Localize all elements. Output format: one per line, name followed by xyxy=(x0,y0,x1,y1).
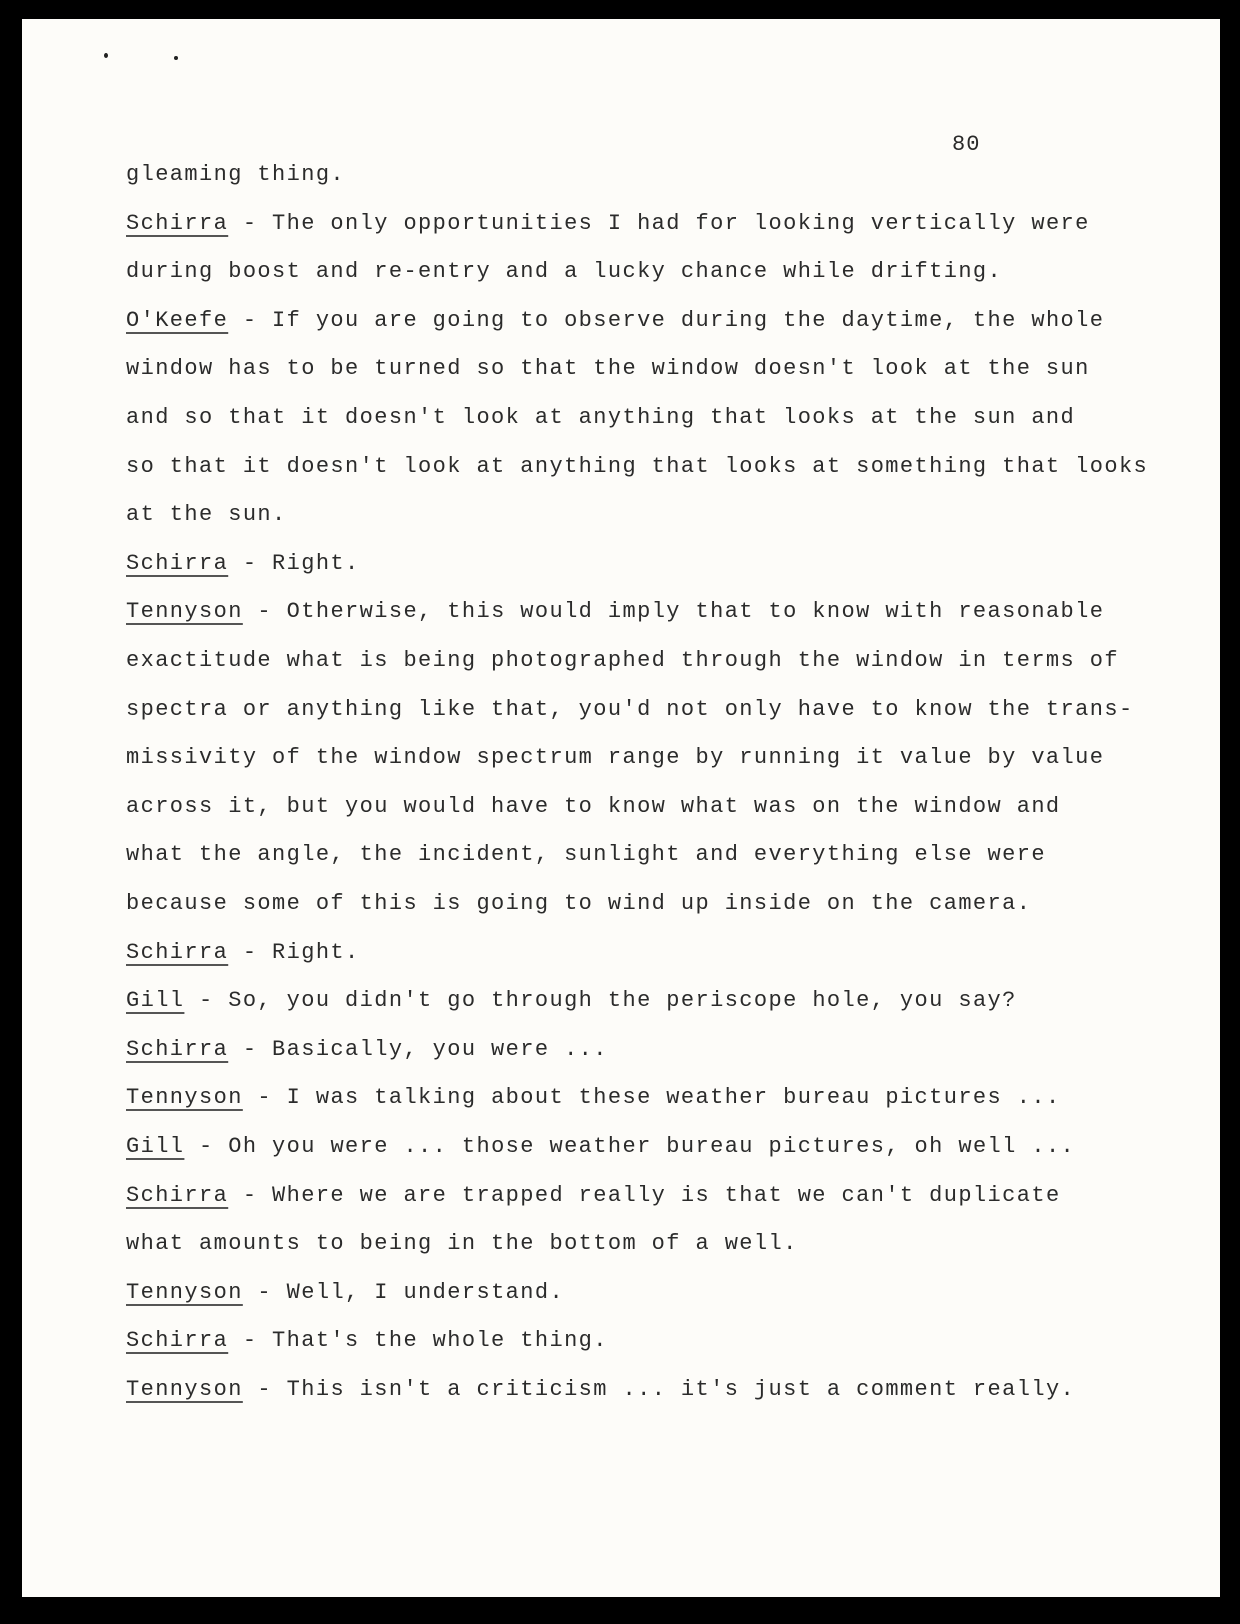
document-page xyxy=(22,19,1220,1597)
speaker-line xyxy=(126,550,1186,578)
line-text: window has to be turned so that the window doesn't look at the sun xyxy=(126,356,1090,381)
line-text: what the angle, the incident, sunlight and everything else were xyxy=(126,842,1046,867)
transcript-line xyxy=(126,647,1186,675)
speaker-name: Tennyson xyxy=(126,599,243,624)
line-text: missivity of the window spectrum range by running it value by value xyxy=(126,745,1105,770)
transcript-line xyxy=(126,744,1186,772)
speaker-name: Schirra xyxy=(126,1037,229,1062)
speaker-name: O'Keefe xyxy=(126,308,229,333)
line-text: exactitude what is being photographed through the window in terms of xyxy=(126,648,1119,673)
transcript-line xyxy=(126,453,1186,481)
transcript-line xyxy=(126,1230,1186,1258)
page-number: 80 xyxy=(952,132,981,157)
transcript-line xyxy=(126,696,1186,724)
speaker-line xyxy=(126,1376,1186,1404)
line-text: - The only opportunities I had for looking vertically were xyxy=(228,211,1090,236)
speaker-line xyxy=(126,1036,1186,1064)
speaker-line xyxy=(126,598,1186,626)
line-text: - Right. xyxy=(228,551,360,576)
speaker-line xyxy=(126,1279,1186,1307)
transcript-line xyxy=(126,161,1186,189)
transcript-line xyxy=(126,841,1186,869)
line-text: so that it doesn't look at anything that looks at something that looks xyxy=(126,454,1149,479)
line-text: - Right. xyxy=(228,940,360,965)
speaker-name: Tennyson xyxy=(126,1085,243,1110)
scan-speck xyxy=(174,56,178,60)
line-text: during boost and re-entry and a lucky chance while drifting. xyxy=(126,259,1003,284)
speaker-name: Tennyson xyxy=(126,1377,243,1402)
line-text: - So, you didn't go through the periscope hole, you say? xyxy=(184,988,1017,1013)
line-text: - That's the whole thing. xyxy=(228,1328,608,1353)
speaker-name: Schirra xyxy=(126,1183,229,1208)
transcript-line xyxy=(126,793,1186,821)
speaker-line xyxy=(126,1182,1186,1210)
line-text: what amounts to being in the bottom of a well. xyxy=(126,1231,798,1256)
line-text: - This isn't a criticism ... it's just a comment really. xyxy=(242,1377,1076,1402)
transcript-line xyxy=(126,501,1186,529)
speaker-line xyxy=(126,210,1186,238)
speaker-name: Gill xyxy=(126,988,185,1013)
speaker-line xyxy=(126,1084,1186,1112)
speaker-line xyxy=(126,307,1186,335)
line-text: at the sun. xyxy=(126,502,287,527)
speaker-line xyxy=(126,987,1186,1015)
line-text: - Oh you were ... those weather bureau pictures, oh well ... xyxy=(184,1134,1076,1159)
line-text: - If you are going to observe during the daytime, the whole xyxy=(228,308,1105,333)
transcript-line xyxy=(126,404,1186,432)
transcript-line xyxy=(126,258,1186,286)
line-text: gleaming thing. xyxy=(126,162,346,187)
line-text: - Well, I understand. xyxy=(242,1280,565,1305)
scan-speck xyxy=(104,53,108,58)
speaker-name: Tennyson xyxy=(126,1280,243,1305)
speaker-name: Schirra xyxy=(126,940,229,965)
line-text: across it, but you would have to know what was on the window and xyxy=(126,794,1061,819)
speaker-name: Gill xyxy=(126,1134,185,1159)
line-text: spectra or anything like that, you'd not only have to know the trans- xyxy=(126,697,1134,722)
line-text: - Basically, you were ... xyxy=(228,1037,608,1062)
speaker-name: Schirra xyxy=(126,1328,229,1353)
speaker-name: Schirra xyxy=(126,551,229,576)
line-text: - Where we are trapped really is that we can't duplicate xyxy=(228,1183,1061,1208)
line-text: - Otherwise, this would imply that to know with reasonable xyxy=(242,599,1105,624)
line-text: and so that it doesn't look at anything that looks at the sun and xyxy=(126,405,1076,430)
transcript-line xyxy=(126,890,1186,918)
line-text: because some of this is going to wind up inside on the camera. xyxy=(126,891,1032,916)
speaker-line xyxy=(126,1133,1186,1161)
speaker-line xyxy=(126,1327,1186,1355)
line-text: - I was talking about these weather bureau pictures ... xyxy=(242,1085,1061,1110)
transcript-line xyxy=(126,355,1186,383)
speaker-name: Schirra xyxy=(126,211,229,236)
speaker-line xyxy=(126,939,1186,967)
